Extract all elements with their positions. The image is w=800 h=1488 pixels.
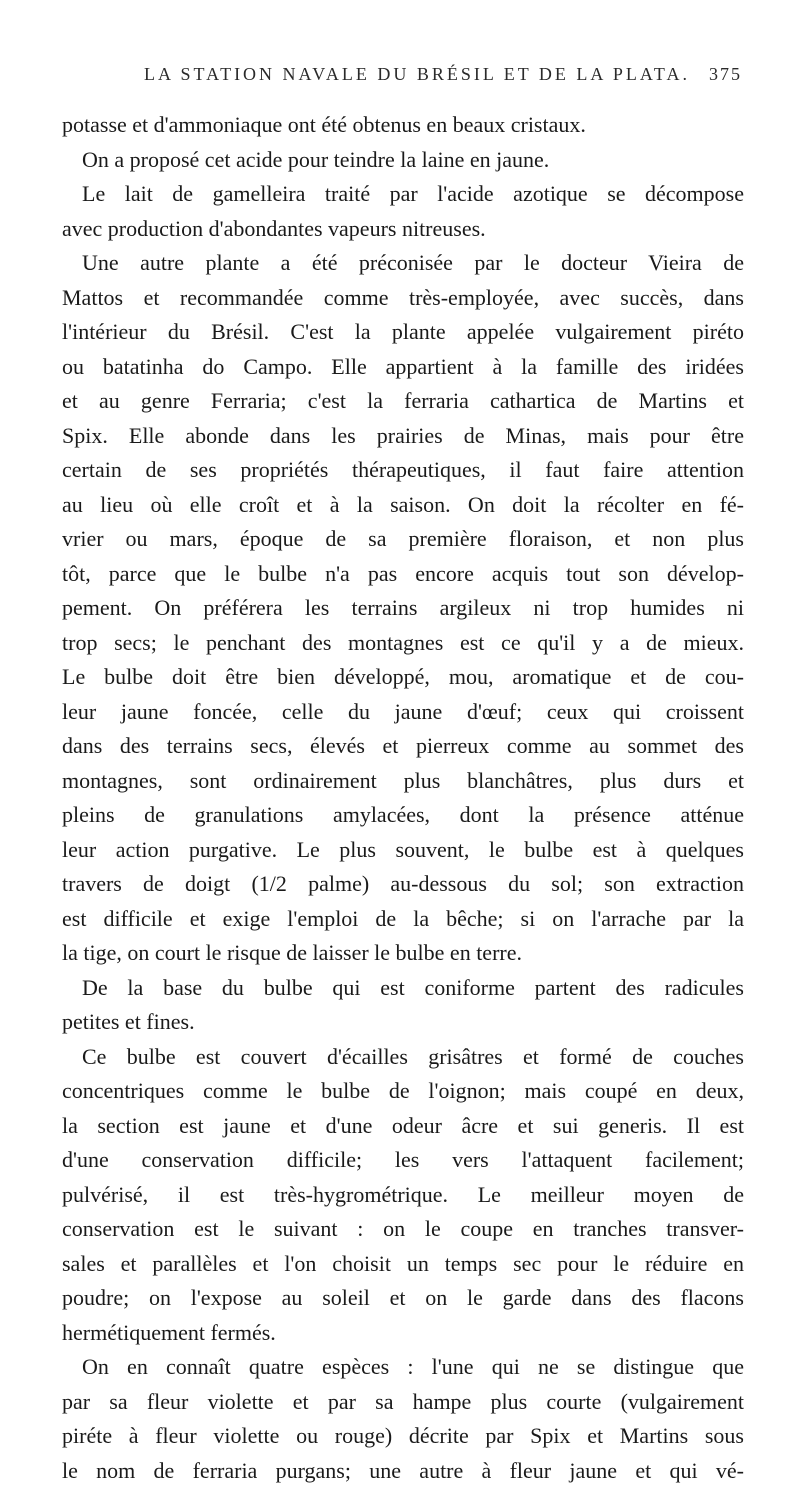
text-line: est difficile et exige l'emploi de la bêche; si on l'arrache par la [62,902,744,937]
text-line: au lieu où elle croît et à la saison. On doit la récolter en fé- [62,488,744,523]
text-line: piréte à fleur violette ou rouge) décrite par Spix et Martins sous [62,1419,744,1454]
text-line: dans des terrains secs, élevés et pierreux comme au sommet des [62,729,744,764]
text-line: pement. On préférera les terrains argileux ni trop humides ni [62,591,744,626]
text-line: Spix. Elle abonde dans les prairies de Minas, mais pour être [62,419,744,454]
text-line: De la base du bulbe qui est coniforme partent des radicules [62,971,744,1006]
text-line: hermétiquement fermés. [62,1316,744,1351]
text-line: tôt, parce que le bulbe n'a pas encore acquis tout son dévelop- [62,557,744,592]
text-line: concentriques comme le bulbe de l'oignon; mais coupé en deux, [62,1074,744,1109]
text-line: pulvérisé, il est très-hygrométrique. Le meilleur moyen de [62,1178,744,1213]
text-line: Mattos et recommandée comme très-employée, avec succès, dans [62,281,744,316]
text-line: leur jaune foncée, celle du jaune d'œuf; ceux qui croissent [62,695,744,730]
text-line: poudre; on l'expose au soleil et on le garde dans des flacons [62,1281,744,1316]
text-line: conservation est le suivant : on le coupe en tranches transver- [62,1212,744,1247]
text-line: Le lait de gamelleira traité par l'acide azotique se décompose [62,177,744,212]
body-text [62,108,744,1488]
text-line: Le bulbe doit être bien développé, mou, aromatique et de cou- [62,660,744,695]
text-line: On a proposé cet acide pour teindre la laine en jaune. [62,143,744,178]
text-line: travers de doigt (1/2 palme) au-dessous du sol; son extraction [62,867,744,902]
running-head: LA STATION NAVALE DU BRÉSIL ET DE LA PLATA. [144,64,690,85]
text-line: sales et parallèles et l'on choisit un temps sec pour le réduire en [62,1247,744,1282]
text-line: d'une conservation difficile; les vers l'attaquent facilement; [62,1143,744,1178]
text-line: et au genre Ferraria; c'est la ferraria cathartica de Martins et [62,384,744,419]
text-line: pleins de granulations amylacées, dont la présence atténue [62,798,744,833]
text-line: potasse et d'ammoniaque ont été obtenus en beaux cristaux. [62,108,744,143]
text-line: l'intérieur du Brésil. C'est la plante appelée vulgairement piréto [62,315,744,350]
text-line: avec production d'abondantes vapeurs nitreuses. [62,212,744,247]
text-line: Une autre plante a été préconisée par le docteur Vieira de [62,246,744,281]
text-line: par sa fleur violette et par sa hampe plus courte (vulgairement [62,1385,744,1420]
text-line: le nom de ferraria purgans; une autre à fleur jaune et qui vé- [62,1454,744,1488]
page-number: 375 [709,64,742,85]
text-line: petites et fines. [62,1005,744,1040]
page-header [60,64,742,94]
text-line: montagnes, sont ordinairement plus blanchâtres, plus durs et [62,764,744,799]
text-line: Ce bulbe est couvert d'écailles grisâtres et formé de couches [62,1040,744,1075]
text-line: ou batatinha do Campo. Elle appartient à la famille des iridées [62,350,744,385]
text-line: la tige, on court le risque de laisser le bulbe en terre. [62,936,744,971]
text-line: On en connaît quatre espèces : l'une qui ne se distingue que [62,1350,744,1385]
text-line: certain de ses propriétés thérapeutiques, il faut faire attention [62,453,744,488]
text-line: leur action purgative. Le plus souvent, le bulbe est à quelques [62,833,744,868]
text-line: vrier ou mars, époque de sa première floraison, et non plus [62,522,744,557]
text-line: la section est jaune et d'une odeur âcre et sui generis. Il est [62,1109,744,1144]
text-line: trop secs; le penchant des montagnes est ce qu'il y a de mieux. [62,626,744,661]
